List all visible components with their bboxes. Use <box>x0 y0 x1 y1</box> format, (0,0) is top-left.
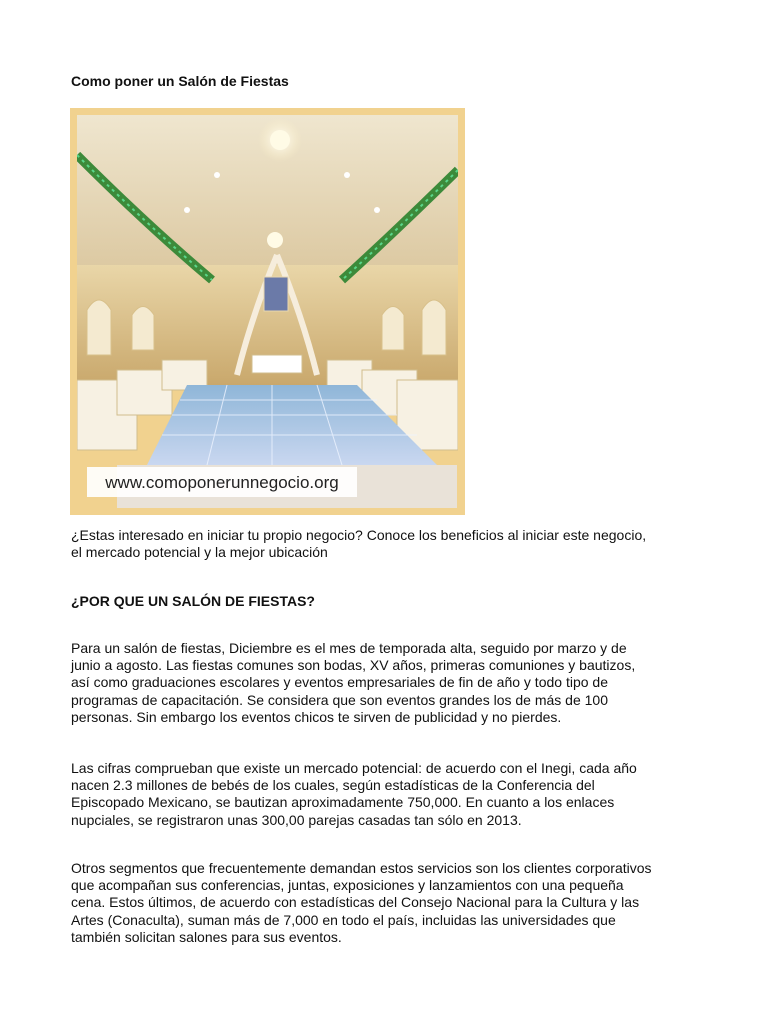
paragraph-market <box>71 760 711 829</box>
document-title: Como poner un Salón de Fiestas <box>71 73 289 89</box>
intro-line: ¿Estas interesado en iniciar tu propio negocio? Conoce los beneficios al iniciar este negocio, <box>71 527 647 543</box>
paragraph-line: Artes (Conaculta), suman más de 7,000 en todo el país, incluidas las universidades que <box>71 911 616 928</box>
section-heading: ¿POR QUE UN SALÓN DE FIESTAS? <box>71 593 315 609</box>
paragraph-corporate <box>71 860 711 946</box>
paragraph-line: junio a agosto. Las fiestas comunes son bodas, XV años, primeras comuniones y bautizos, <box>71 657 636 674</box>
salon-photo <box>70 108 465 515</box>
photo-watermark: www.comoponerunnegocio.org <box>105 473 339 492</box>
paragraph-line: Las cifras comprueban que existe un mercado potencial: de acuerdo con el Inegi, cada año <box>71 760 637 776</box>
intro-paragraph <box>71 527 711 561</box>
paragraph-line: que acompañan sus conferencias, juntas, exposiciones y lanzamientos con una pequeña <box>71 877 624 894</box>
paragraph-line: Otros segmentos que frecuentemente demandan estos servicios son los clientes corporativos <box>71 860 652 876</box>
paragraph-line: así como graduaciones escolares y eventos empresariales de fin de año y todo tipo de <box>71 674 608 691</box>
paragraph-line: también solicitan salones para sus eventos. <box>71 928 342 945</box>
paragraph-line: Para un salón de fiestas, Diciembre es el mes de temporada alta, seguido por marzo y de <box>71 640 627 656</box>
paragraph-seasons <box>71 640 711 726</box>
paragraph-line: personas. Sin embargo los eventos chicos te sirven de publicidad y no pierdes. <box>71 708 562 725</box>
paragraph-line: nacen 2.3 millones de bebés de los cuales, según estadísticas de la Conferencia del <box>71 777 595 794</box>
intro-line: el mercado potencial y la mejor ubicación <box>71 544 328 561</box>
paragraph-line: Episcopado Mexicano, se bautizan aproximadamente 750,000. En cuanto a los enlaces <box>71 794 615 811</box>
salon-photo-image <box>77 115 458 508</box>
paragraph-line: cena. Estos últimos, de acuerdo con estadísticas del Consejo Nacional para la Cultura y las <box>71 894 640 911</box>
paragraph-line: programas de capacitación. Se considera que son eventos grandes los de más de 100 <box>71 691 609 708</box>
paragraph-line: nupciales, se registraron unas 300,00 parejas casadas tan sólo en 2013. <box>71 811 522 828</box>
